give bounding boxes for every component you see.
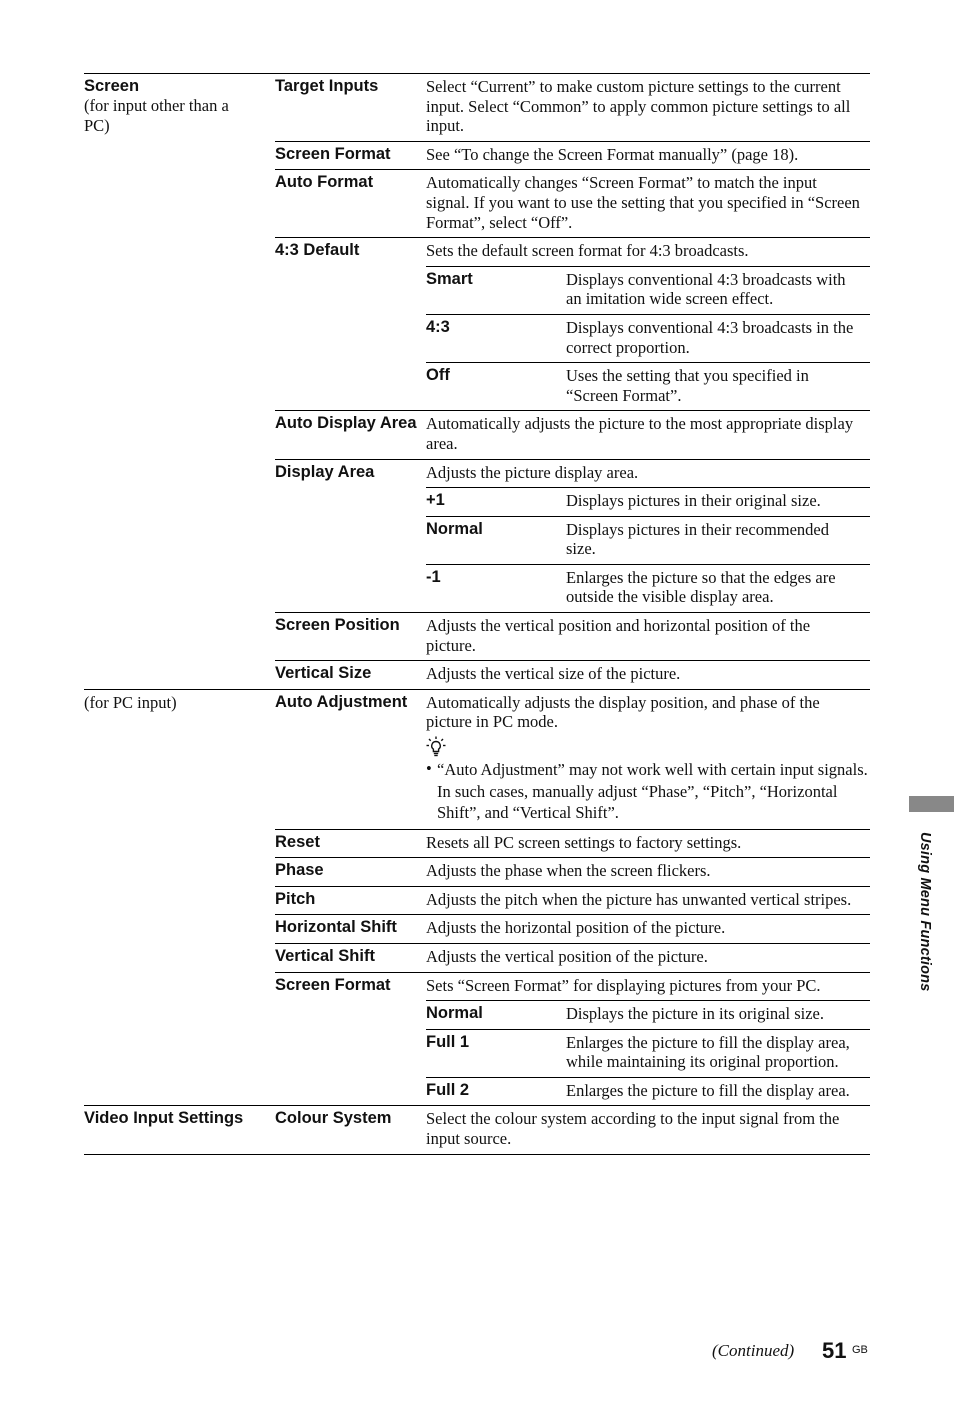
option-row	[426, 1029, 870, 1077]
menu-item-detail	[426, 613, 870, 660]
menu-item-detail	[426, 238, 870, 410]
menu-item-row	[275, 74, 870, 141]
option-description: Enlarges the picture to fill the display area, while maintaining its original proportion.	[566, 1032, 850, 1072]
option-label: Full 2	[426, 1080, 470, 1099]
menu-item-row	[275, 612, 870, 660]
menu-item-description: Adjusts the phase when the screen flickers.	[426, 861, 711, 881]
option-description: Displays conventional 4:3 broadcasts in the correct proportion.	[566, 317, 854, 357]
menu-item-detail	[426, 830, 870, 858]
menu-item-row	[275, 943, 870, 972]
menu-item-detail	[426, 887, 870, 915]
section-tab-marker	[909, 796, 954, 812]
hint-bullet-item	[426, 759, 870, 824]
menu-item-row	[275, 914, 870, 943]
menu-item-detail	[426, 858, 870, 886]
option-row	[426, 1077, 870, 1106]
menu-item-description: Select the colour system according to the input signal from the input source.	[426, 1109, 840, 1149]
section-title: Screen	[84, 77, 140, 95]
section-subtitle: (for PC input)	[84, 692, 177, 712]
option-row	[426, 487, 870, 516]
menu-item-name: Screen Position	[275, 616, 400, 635]
page-footer	[700, 1338, 875, 1368]
menu-item-description: Automatically changes “Screen Format” to match the input signal. If you want to use the setting that you specified in “Screen Format”, select “Off”.	[426, 173, 860, 232]
menu-item-description: Resets all PC screen settings to factory settings.	[426, 832, 742, 852]
menu-item-detail	[426, 690, 870, 829]
menu-item-name: Vertical Size	[275, 664, 372, 683]
section-items	[275, 74, 870, 689]
option-label: Normal	[426, 1004, 483, 1023]
menu-item-name: Screen Format	[275, 144, 391, 163]
menu-item-detail	[426, 1106, 870, 1153]
option-description: Uses the setting that you specified in “Screen Format”.	[566, 366, 809, 405]
menu-item-name: Phase	[275, 861, 324, 880]
menu-item-name: 4:3 Default	[275, 241, 360, 260]
menu-item-description: Automatically adjusts the display position, and phase of the picture in PC mode.	[426, 692, 820, 732]
menu-item-description: See “To change the Screen Format manually” (page 18).	[426, 144, 799, 164]
menu-item-description: Adjusts the vertical position of the picture.	[426, 946, 708, 966]
option-label: Full 1	[426, 1032, 470, 1051]
sidebar-section-label: Using Menu Functions	[917, 832, 933, 992]
page-number: 51	[822, 1338, 847, 1363]
menu-item-row	[275, 141, 870, 170]
section-title: Video Input Settings	[84, 1109, 244, 1128]
menu-item-name: Vertical Shift	[275, 946, 375, 965]
menu-section	[84, 73, 870, 689]
option-row	[426, 1000, 870, 1029]
menu-item-description: Adjusts the picture display area.	[426, 462, 639, 482]
bullet-marker: •	[426, 759, 432, 779]
option-label: Off	[426, 366, 450, 385]
option-description: Enlarges the picture to fill the display area.	[566, 1080, 850, 1100]
menu-item-detail	[426, 915, 870, 943]
hint-text: “Auto Adjustment” may not work well with certain input signals. In such cases, manually adjust “Phase”, “Pitch”, “Horizontal Shift”, and “Vertical Shift”.	[437, 760, 868, 823]
menu-item-name: Colour System	[275, 1109, 392, 1128]
option-row	[426, 564, 870, 612]
option-description: Enlarges the picture so that the edges are outside the visible display area.	[566, 567, 836, 607]
option-description: Displays the picture in its original size.	[566, 1004, 824, 1024]
menu-item-row	[275, 690, 870, 829]
section-subtitle: (for input other than a PC)	[84, 96, 229, 135]
option-label: -1	[426, 567, 441, 586]
menu-item-name: Target Inputs	[275, 77, 379, 95]
menu-item-name: Auto Format	[275, 173, 374, 192]
option-label: +1	[426, 491, 445, 510]
menu-section	[84, 1105, 870, 1153]
menu-item-row	[275, 857, 870, 886]
menu-item-detail	[426, 460, 870, 613]
menu-item-detail	[426, 973, 870, 1106]
menu-item-name: Auto Adjustment	[275, 692, 408, 711]
menu-item-description: Adjusts the vertical size of the picture.	[426, 664, 681, 684]
menu-item-detail	[426, 661, 870, 689]
menu-item-row	[275, 1106, 870, 1153]
menu-item-row	[275, 237, 870, 410]
section-header	[84, 74, 275, 689]
section-header	[84, 690, 275, 1106]
menu-item-row	[275, 410, 870, 458]
menu-item-description: Select “Current” to make custom picture settings to the current input. Select “Common” to apply common picture settings to all input.	[426, 77, 851, 136]
table-bottom-rule	[84, 1154, 870, 1155]
menu-item-name: Pitch	[275, 889, 316, 908]
menu-item-detail	[426, 142, 870, 170]
menu-item-description: Automatically adjusts the picture to the most appropriate display area.	[426, 414, 854, 453]
option-label: Normal	[426, 519, 483, 538]
option-row	[426, 314, 870, 362]
menu-item-description: Sets the default screen format for 4:3 broadcasts.	[426, 241, 749, 261]
menu-item-row	[275, 169, 870, 237]
menu-item-name: Display Area	[275, 462, 375, 481]
option-description: Displays pictures in their recommended size.	[566, 519, 830, 559]
menu-item-row	[275, 829, 870, 858]
menu-item-detail	[426, 411, 870, 458]
option-row	[426, 516, 870, 564]
menu-item-row	[275, 660, 870, 689]
menu-item-name: Horizontal Shift	[275, 918, 397, 937]
menu-item-description: Adjusts the pitch when the picture has unwanted vertical stripes.	[426, 889, 852, 909]
option-row	[426, 266, 870, 314]
section-header	[84, 1106, 275, 1153]
menu-item-row	[275, 972, 870, 1106]
section-items	[275, 690, 870, 1106]
option-description: Displays pictures in their original size.	[566, 491, 821, 511]
menu-item-name: Reset	[275, 832, 320, 851]
option-label: 4:3	[426, 317, 450, 336]
menu-item-description: Sets “Screen Format” for displaying pictures from your PC.	[426, 975, 821, 995]
option-description: Displays conventional 4:3 broadcasts with an imitation wide screen effect.	[566, 269, 846, 309]
menu-item-description: Adjusts the horizontal position of the picture.	[426, 918, 726, 938]
menu-item-row	[275, 886, 870, 915]
menu-item-description: Adjusts the vertical position and horizontal position of the picture.	[426, 616, 811, 655]
page-region-suffix: GB	[852, 1344, 868, 1356]
lightbulb-icon	[426, 736, 870, 758]
option-label: Smart	[426, 269, 473, 288]
menu-item-row	[275, 459, 870, 613]
option-row	[426, 362, 870, 410]
menu-item-detail	[426, 944, 870, 972]
section-items	[275, 1106, 870, 1153]
menu-item-detail	[426, 170, 870, 237]
menu-item-name: Auto Display Area	[275, 414, 417, 433]
continued-label: (Continued)	[712, 1341, 795, 1360]
settings-table	[84, 73, 870, 1155]
menu-item-detail	[426, 74, 870, 141]
menu-section	[84, 689, 870, 1106]
hint-block	[426, 736, 870, 829]
menu-item-name: Screen Format	[275, 975, 391, 994]
